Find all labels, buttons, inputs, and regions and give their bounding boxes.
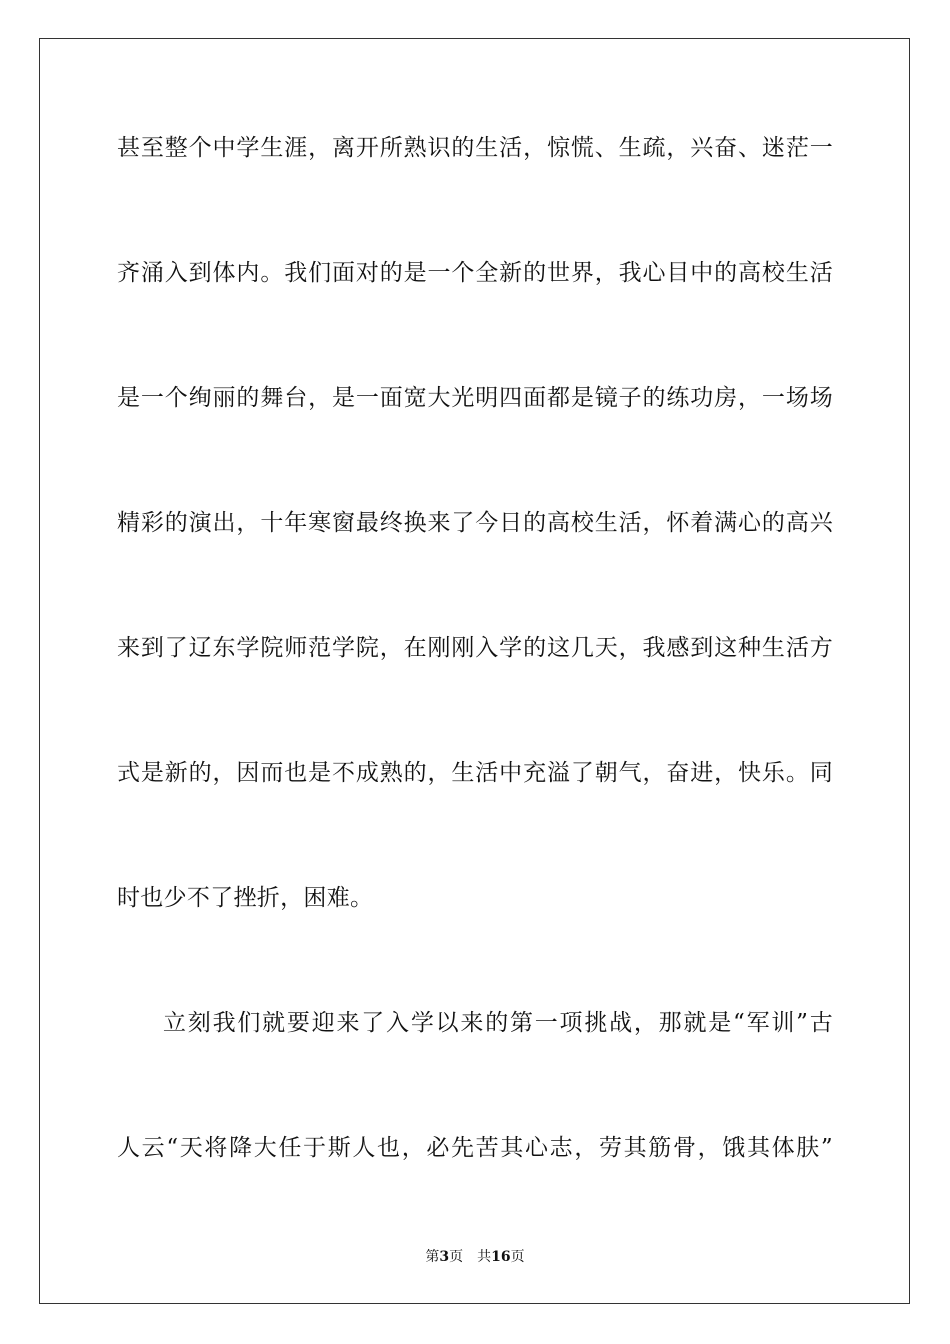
body-text-line-4: 精彩的演出，十年寒窗最终换来了今日的高校生活，怀着满心的高兴 bbox=[117, 510, 833, 536]
body-text-line-3: 是一个绚丽的舞台，是一面宽大光明四面都是镜子的练功房，一场场 bbox=[117, 385, 833, 411]
body-text-line-7: 时也少不了挫折，困难。 bbox=[117, 885, 374, 911]
total-pages: 16 bbox=[491, 1249, 511, 1265]
total-prefix: 共 bbox=[477, 1249, 492, 1265]
page-prefix: 第 bbox=[425, 1249, 440, 1265]
body-text-line-2: 齐涌入到体内。我们面对的是一个全新的世界，我心目中的高校生活 bbox=[117, 260, 833, 286]
page-border bbox=[39, 38, 910, 1304]
body-text-line-8: 立刻我们就要迎来了入学以来的第一项挑战，那就是“军训”古 bbox=[163, 1010, 833, 1036]
total-suffix: 页 bbox=[510, 1249, 525, 1265]
page-footer bbox=[0, 1248, 950, 1266]
page-number: 3 bbox=[439, 1249, 450, 1265]
body-text-line-5: 来到了辽东学院师范学院，在刚刚入学的这几天，我感到这种生活方 bbox=[117, 635, 833, 661]
body-text-line-1: 甚至整个中学生涯，离开所熟识的生活，惊慌、生疏，兴奋、迷茫一 bbox=[117, 135, 833, 161]
page-suffix: 页 bbox=[449, 1249, 464, 1265]
body-text-line-6: 式是新的，因而也是不成熟的，生活中充溢了朝气，奋进，快乐。同 bbox=[117, 760, 833, 786]
body-text-line-9: 人云“天将降大任于斯人也，必先苦其心志，劳其筋骨，饿其体肤” bbox=[117, 1135, 833, 1161]
